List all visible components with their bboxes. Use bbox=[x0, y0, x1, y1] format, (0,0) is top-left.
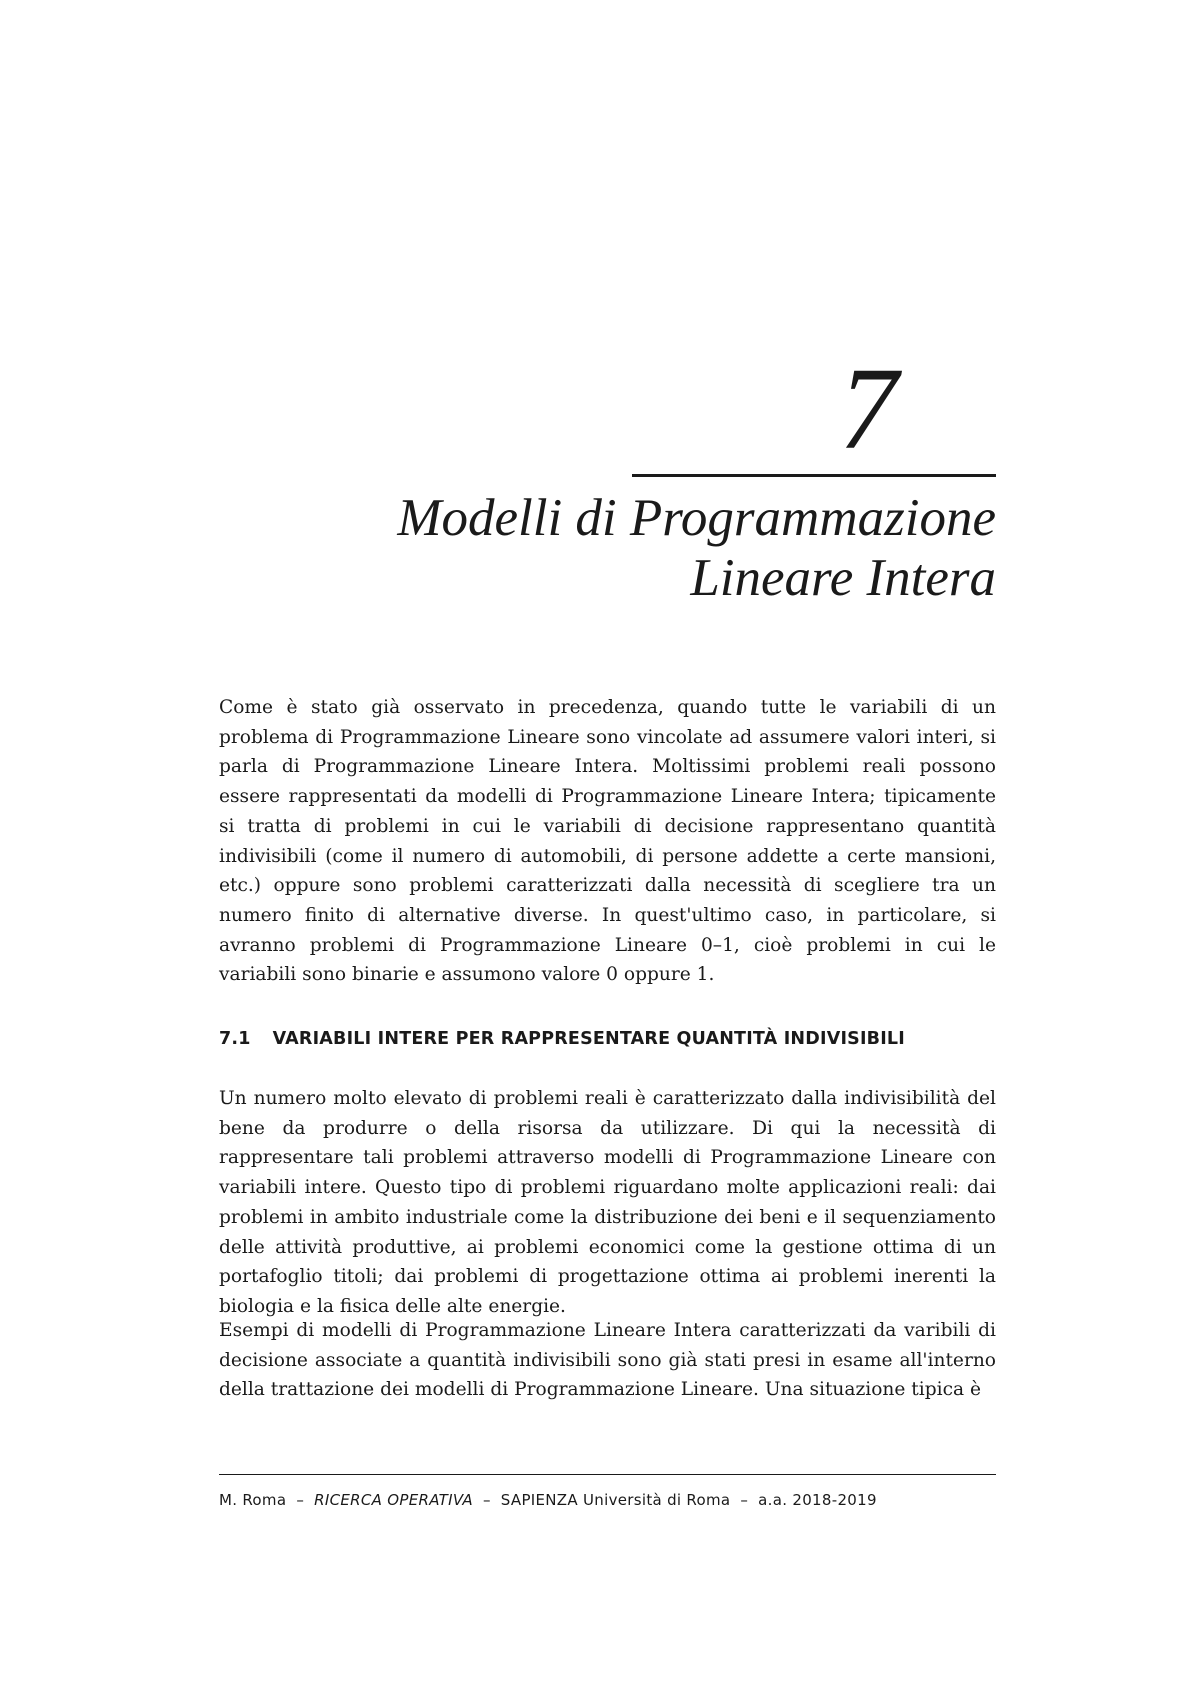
chapter-rule bbox=[632, 474, 996, 477]
footer-author: M. Roma bbox=[219, 1491, 287, 1509]
footer-university: SAPIENZA Università di Roma bbox=[500, 1491, 731, 1509]
footer-separator: – bbox=[296, 1491, 305, 1509]
section-number: 7.1 bbox=[219, 1029, 251, 1049]
footer-course: RICERCA OPERATIVA bbox=[314, 1491, 473, 1509]
section-paragraph-1: Un numero molto elevato di problemi reali è caratterizzato dalla indivisibilità del bene da produrre o della risorsa da utilizzare. Di qui la necessità di rappresentare tali problemi attraverso modelli di Programmazione Lineare con variabili intere. Questo tipo di problemi riguardano molte applicazioni reali: dai problemi in ambito industriale come la distribuzione dei beni e il sequenziamento delle attività produttive, ai problemi economici come la gestione ottima di un portafoglio titoli; dai problemi di progettazione ottima ai problemi inerenti la biologia e la fisica delle alte energie. bbox=[219, 1088, 996, 1317]
intro-paragraph: Come è stato già osservato in precedenza, quando tutte le variabili di un problema di Programmazione Lineare sono vincolate ad assumere valori interi, si parla di Programmazione Lineare Intera. Moltissimi problemi reali possono essere rappresentati da modelli di Programmazione Lineare Intera; tipicamente si tratta di problemi in cui le variabili di decisione rappresentano quantità indivisibili (come il numero di automobili, di persone addette a certe mansioni, etc.) oppure sono problemi caratterizzati dalla necessità di scegliere tra un numero finito di alternative diverse. In quest'ultimo caso, in particolare, si avranno problemi di Programmazione Lineare 0–1, cioè problemi in cui le variabili sono binarie e assumono valore 0 oppure 1. bbox=[219, 697, 996, 986]
footer-year: a.a. 2018-2019 bbox=[758, 1491, 877, 1509]
chapter-number: 7 bbox=[839, 343, 898, 474]
footer-separator: – bbox=[740, 1491, 749, 1509]
chapter-title bbox=[216, 488, 996, 608]
footer-separator: – bbox=[482, 1491, 491, 1509]
chapter-title-line-2: Lineare Intera bbox=[690, 549, 996, 607]
section-title: VARIABILI INTERE PER RAPPRESENTARE QUANTITÀ INDIVISIBILI bbox=[272, 1029, 905, 1049]
section-paragraph-2: Esempi di modelli di Programmazione Lineare Intera caratterizzati da varibili di decisione associate a quantità indivisibili sono già stati presi in esame all'interno della trattazione dei modelli di Programmazione Lineare. Una situazione tipica è bbox=[219, 1320, 996, 1401]
page-footer bbox=[219, 1491, 877, 1509]
section-heading bbox=[219, 1029, 905, 1049]
footer-rule bbox=[219, 1474, 996, 1475]
chapter-title-line-1: Modelli di Programmazione bbox=[397, 489, 996, 547]
